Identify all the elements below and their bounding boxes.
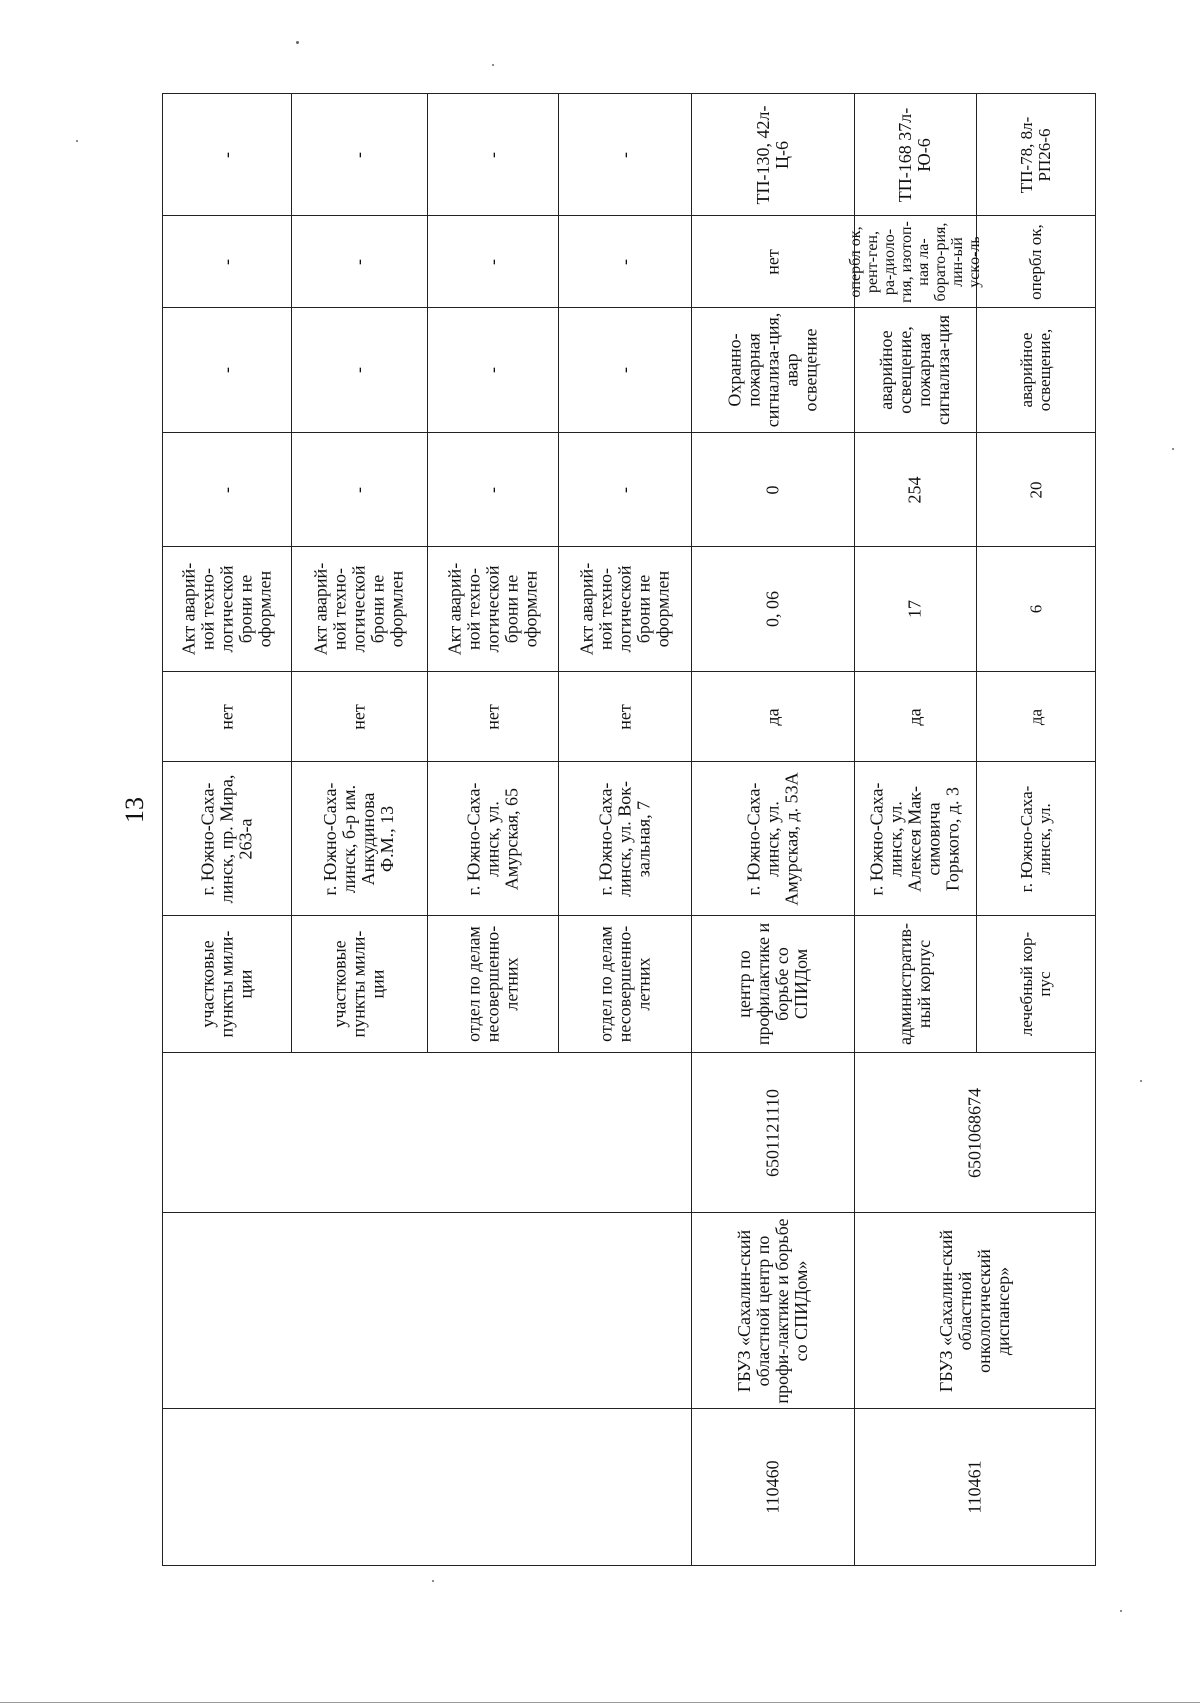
cell-text: аварийное освещение, пожарная сигнализа-ция	[876, 314, 954, 426]
cell-equipment-2	[292, 216, 427, 308]
cell-included-4	[559, 672, 692, 762]
cell-text: нет	[614, 703, 635, 730]
cell-tp-4	[559, 94, 692, 216]
cell-text: 0, 06	[762, 591, 783, 627]
cell-included-7	[976, 672, 1095, 762]
cell-tp-3	[427, 94, 559, 216]
cell-equipment-3	[427, 216, 559, 308]
cell-text: 17	[904, 600, 925, 618]
cell-object-5	[692, 916, 855, 1053]
cell-text: 254	[904, 476, 925, 503]
cell-address-4	[559, 762, 692, 916]
cell-text: 20	[1026, 481, 1046, 498]
row-org	[163, 1213, 1096, 1409]
cell-text: г. Южно-Саха-линск, ул. Алексея Мак-симовича Горького, д. 3	[866, 782, 963, 895]
cell-power-5	[692, 433, 855, 547]
cell-systems-5	[692, 308, 855, 433]
cell-included-2	[292, 672, 427, 762]
cell-reserve-7	[976, 547, 1095, 672]
cell-text: ТП-78, 8л-РП26-6	[1016, 116, 1054, 193]
page-number: 13	[120, 797, 149, 823]
cell-inn-2	[854, 1053, 1095, 1213]
cell-text: участковые пункты мили-ции	[329, 930, 388, 1038]
cell-text: Акт аварий-ной техно-логической брони не оформлен	[178, 562, 275, 656]
cell-systems-2	[292, 308, 427, 433]
cell-text: -	[614, 258, 635, 265]
cell-text: -	[614, 151, 635, 158]
cell-address-5	[692, 762, 855, 916]
cell-text: -	[216, 151, 237, 158]
cell-equipment-4	[559, 216, 692, 308]
cell-address-3	[427, 762, 559, 916]
cell-text: отдел по делам несовершенно-летних	[463, 925, 522, 1043]
cell-tp-6	[854, 94, 976, 216]
row-inn	[163, 1053, 1096, 1213]
cell-org-2	[854, 1213, 1095, 1409]
cell-text: 0	[762, 485, 783, 494]
cell-power-2	[292, 433, 427, 547]
cell-text: аварийное освещение,	[1016, 328, 1054, 412]
cell-text: -	[614, 367, 635, 373]
cell-text: ГБУЗ «Сахалин-ский областной онкологический диспансер»	[935, 1229, 1013, 1392]
cell-included-5	[692, 672, 855, 762]
cell-tp-1	[163, 94, 292, 216]
cell-object-3	[427, 916, 559, 1053]
row-address	[163, 762, 1096, 916]
scan-speck	[1140, 1080, 1142, 1082]
cell-text: 6	[1026, 604, 1046, 614]
cell-systems-1	[163, 308, 292, 433]
cell-text: ТП-168 37л-Ю-6	[895, 107, 935, 202]
cell-equipment-6	[847, 216, 984, 308]
cell-id-empty	[163, 1409, 692, 1566]
cell-address-1	[163, 762, 292, 916]
cell-text: -	[348, 258, 369, 265]
cell-text: ТП-130, 42л-Ц-6	[753, 105, 793, 204]
cell-object-1	[163, 916, 292, 1053]
cell-text: нет	[762, 248, 783, 275]
cell-text: отдел по делам несовершенно-летних	[595, 925, 654, 1043]
cell-systems-3	[427, 308, 559, 433]
cell-text: г. Южно-Саха-линск, ул. Амурская, д. 53А	[743, 771, 802, 906]
cell-reserve-1	[163, 547, 292, 672]
cell-text: лечебный кор-пус	[1016, 931, 1054, 1037]
cell-reserve-3	[427, 547, 559, 672]
cell-text: -	[482, 258, 503, 265]
cell-text: Акт аварий-ной техно-логической брони не оформлен	[576, 562, 673, 656]
cell-text: опербл ок, рент-ген, ра-диоло-гия, изотоп-ная ла-борато-рия, лин-ый ускo-ль	[847, 220, 984, 303]
cell-address-7	[976, 762, 1095, 916]
cell-systems-4	[559, 308, 692, 433]
cell-text: нет	[348, 703, 369, 730]
cell-text: Акт аварий-ной техно-логической брони не оформлен	[444, 562, 541, 656]
cell-org-empty	[163, 1213, 692, 1409]
cell-systems-7	[976, 308, 1095, 433]
row-equipment	[163, 216, 1096, 308]
row-object	[163, 916, 1096, 1053]
cell-reserve-6	[854, 547, 976, 672]
cell-tp-5	[692, 94, 855, 216]
cell-org-1	[692, 1213, 855, 1409]
cell-text: Охранно-пожарная сигнализа-ция, авар освещение	[724, 312, 821, 428]
cell-text: г. Южно-Саха-линск, пр. Мира, 263-а	[197, 774, 256, 903]
cell-power-4	[559, 433, 692, 547]
cell-systems-6	[854, 308, 976, 433]
cell-included-6	[854, 672, 976, 762]
cell-text: центр по профилактике и борьбе со СПИДом	[734, 922, 812, 1046]
cell-reserve-4	[559, 547, 692, 672]
row-systems	[163, 308, 1096, 433]
scan-speck	[432, 1580, 434, 1582]
cell-text: 110461	[964, 1460, 985, 1514]
document-table	[162, 93, 1096, 1566]
cell-text: да	[762, 707, 783, 726]
cell-object-4	[559, 916, 692, 1053]
cell-object-6	[854, 916, 976, 1053]
cell-tp-2	[292, 94, 427, 216]
row-reserve	[163, 547, 1096, 672]
cell-included-3	[427, 672, 559, 762]
cell-inn-1	[692, 1053, 855, 1213]
cell-power-3	[427, 433, 559, 547]
scan-speck	[296, 41, 299, 44]
cell-text: 6501068674	[964, 1087, 985, 1178]
cell-text: г. Южно-Саха-линск, ул.	[1016, 785, 1054, 892]
cell-power-1	[163, 433, 292, 547]
cell-text: -	[482, 151, 503, 158]
cell-text: опербл ок,	[1025, 223, 1045, 300]
cell-text: 6501121110	[762, 1088, 783, 1177]
cell-object-2	[292, 916, 427, 1053]
cell-text: ГБУЗ «Сахалин-ский областной центр по профи-лактике и борьбе со СПИДом»	[734, 1217, 812, 1404]
scan-speck	[492, 64, 494, 66]
cell-text: -	[348, 367, 369, 373]
cell-text: -	[216, 367, 237, 373]
cell-id-1	[692, 1409, 855, 1566]
cell-text: Акт аварий-ной техно-логической брони не оформлен	[310, 562, 407, 656]
cell-text: г. Южно-Саха-линск, ул. Вок-зальная, 7	[595, 780, 654, 897]
cell-address-2	[292, 762, 427, 916]
cell-text: -	[482, 367, 503, 373]
cell-text: да	[904, 707, 925, 726]
row-included	[163, 672, 1096, 762]
row-id	[163, 1409, 1096, 1566]
cell-id-2	[854, 1409, 1095, 1566]
scan-speck	[1172, 448, 1174, 450]
cell-included-1	[163, 672, 292, 762]
cell-reserve-2	[292, 547, 427, 672]
cell-text: административ-ный корпус	[895, 922, 935, 1046]
cell-object-7	[976, 916, 1095, 1053]
cell-text: -	[482, 486, 503, 493]
cell-text: участковые пункты мили-ции	[197, 930, 256, 1038]
cell-equipment-7	[976, 216, 1095, 308]
cell-text: 110460	[762, 1460, 783, 1514]
cell-text: г. Южно-Саха-линск, б-р им. Анкудинова Ф.М., 13	[320, 782, 398, 895]
scan-speck	[1120, 1610, 1122, 1612]
cell-inn-empty	[163, 1053, 692, 1213]
cell-text: да	[1026, 708, 1046, 725]
cell-power-6	[854, 433, 976, 547]
cell-reserve-5	[692, 547, 855, 672]
cell-equipment-1	[163, 216, 292, 308]
cell-equipment-5	[692, 216, 855, 308]
cell-text: нет	[216, 703, 237, 730]
scan-speck	[76, 140, 78, 142]
cell-text: -	[614, 486, 635, 493]
cell-text: -	[348, 486, 369, 493]
row-tp	[163, 94, 1096, 216]
cell-text: г. Южно-Саха-линск, ул. Амурская, 65	[463, 782, 522, 895]
cell-text: -	[216, 486, 237, 493]
row-power	[163, 433, 1096, 547]
cell-text: -	[216, 258, 237, 265]
cell-text: нет	[482, 703, 503, 730]
cell-tp-7	[976, 94, 1095, 216]
cell-address-6	[854, 762, 976, 916]
cell-text: -	[348, 151, 369, 158]
scan-edge-line	[0, 1702, 1200, 1703]
cell-power-7	[976, 433, 1095, 547]
